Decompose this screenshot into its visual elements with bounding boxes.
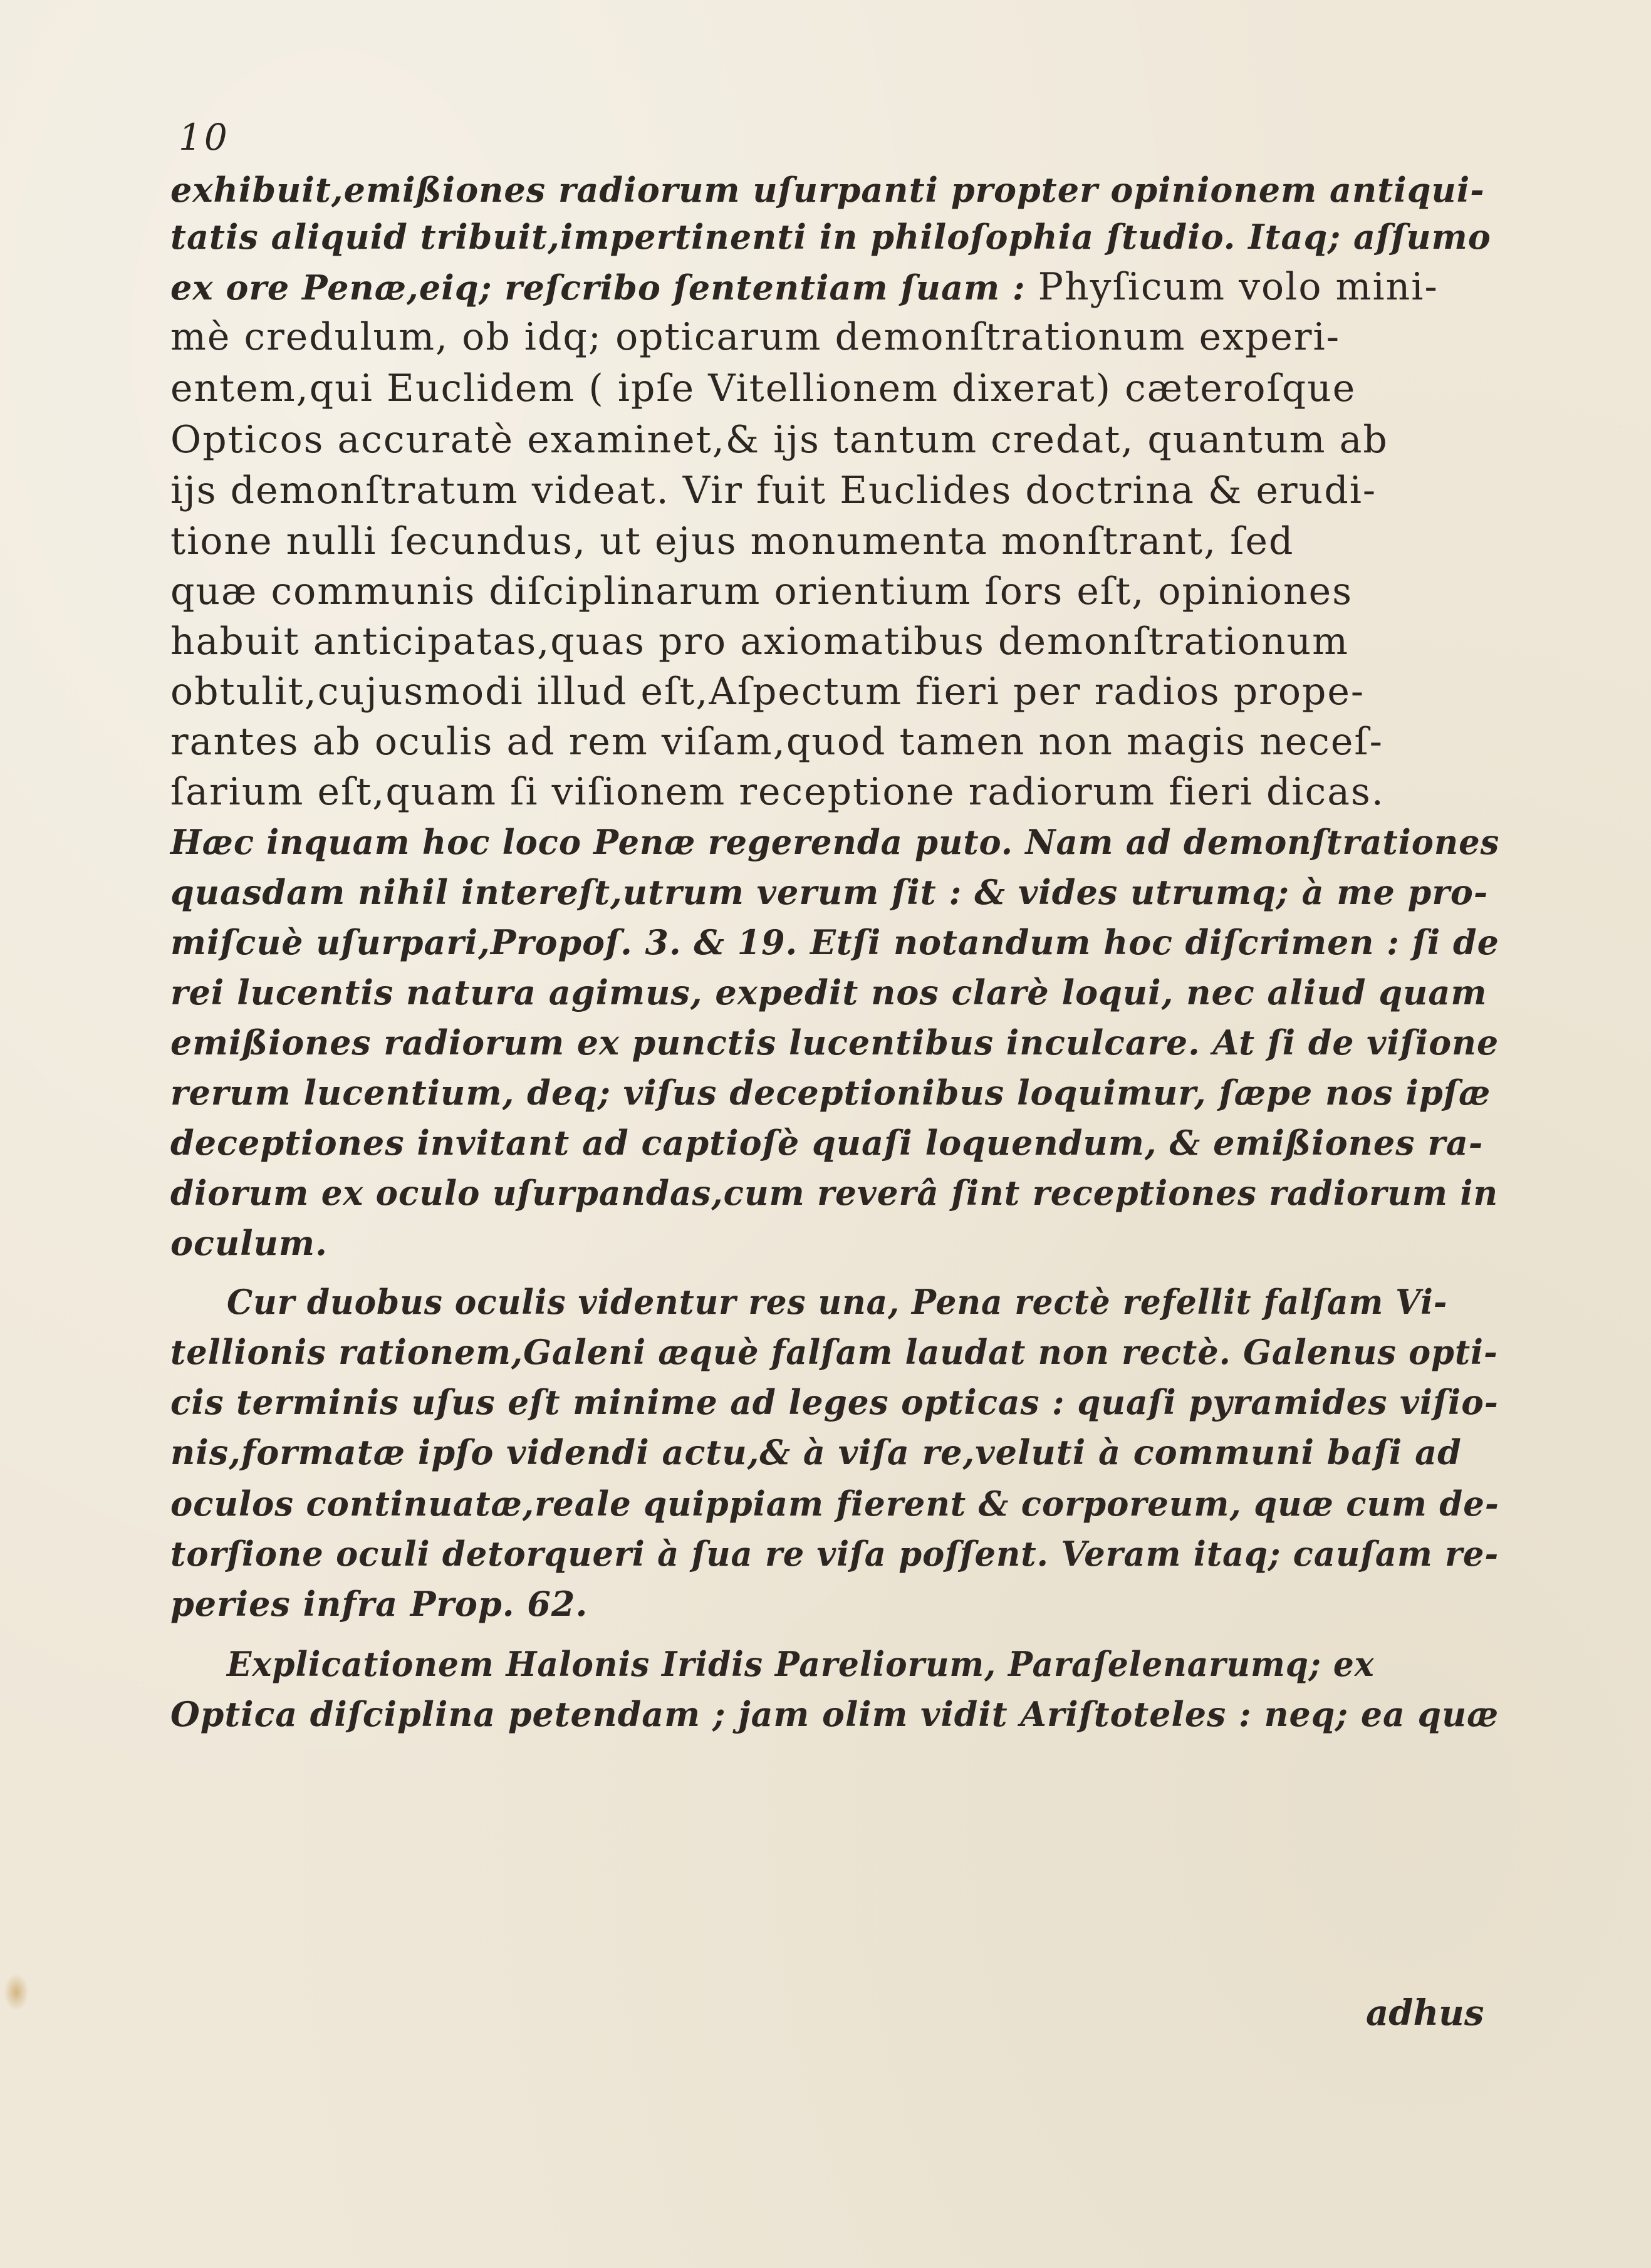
text-line <box>170 1428 1499 1477</box>
text-segment: ſarium eſt,quam ſi viſionem receptione radiorum fieri dicas. <box>170 770 1385 814</box>
text-segment: exhibuit,emißiones radiorum uſurpanti propter opinionem antiqui- <box>170 170 1485 210</box>
text-line <box>170 1119 1499 1167</box>
text-segment: rerum lucentium, deq; viſus deceptionibus loquimur, ſæpe nos ipſæ <box>170 1073 1491 1113</box>
text-line <box>170 918 1499 967</box>
text-segment: cis terminis uſus eſt minime ad leges opticas : quaſi pyramides viſio- <box>170 1382 1499 1422</box>
text-line <box>170 467 1499 516</box>
text-segment: peries infra Prop. 62. <box>170 1584 588 1624</box>
text-segment: oculum. <box>170 1223 328 1263</box>
text-segment: rei lucentis natura agimus, expedit nos clarè loqui, nec aliud quam <box>170 972 1487 1012</box>
catchword: adhus <box>1366 1992 1484 2034</box>
text-segment: Optica diſciplina petendam ; jam olim vidit Ariſtoteles : neq; ea quæ <box>170 1694 1499 1734</box>
text-line <box>170 1219 1499 1267</box>
text-line <box>170 166 1499 214</box>
text-segment: quæ communis diſciplinarum orientium ſors eſt, opiniones <box>170 570 1353 613</box>
text-segment: mè credulum, ob idq; opticarum demonſtrationum experi- <box>170 315 1341 359</box>
text-segment: Phyſicum volo mini- <box>1038 265 1439 309</box>
text-segment: tellionis rationem,Galeni æquè falſam laudat non rectè. Galenus opti- <box>170 1332 1498 1372</box>
text-segment: entem,qui Euclidem ( ipſe Vitellionem dixerat) cæteroſque <box>170 367 1357 410</box>
text-line <box>170 1328 1498 1376</box>
text-line <box>170 1378 1499 1427</box>
paper-stain <box>4 1974 29 2011</box>
text-segment: habuit anticipatas,quas pro axiomatibus demonſtrationum <box>170 620 1349 663</box>
text-segment: ex ore Penæ,eiq; reſcribo ſententiam ſuam : <box>170 268 1038 308</box>
text-line <box>170 263 1499 312</box>
text-segment: miſcuè uſurpari,Propoſ. 3. & 19. Etſi notandum hoc diſcrimen : ſi de <box>170 922 1499 962</box>
text-line <box>170 518 1499 566</box>
text-segment: obtulit,cujusmodi illud eſt,Aſpectum fieri per radios prope- <box>170 670 1365 714</box>
text-line <box>227 1640 1499 1688</box>
text-segment: tatis aliquid tribuit,impertinenti in philoſophia ſtudio. Itaq; aſſumo <box>170 217 1491 257</box>
text-segment: diorum ex oculo uſurpandas,cum reverâ ſint receptiones radiorum in <box>170 1173 1499 1213</box>
text-line <box>170 568 1499 616</box>
text-line <box>227 1278 1499 1326</box>
text-segment: torſione oculi detorqueri à ſua re viſa poſſent. Veram itaq; cauſam re- <box>170 1534 1499 1574</box>
text-segment: tione nulli ſecundus, ut ejus monumenta monſtrant, ſed <box>170 519 1294 563</box>
text-segment: Explicationem Halonis Iridis Pareliorum, Paraſelenarumq; ex <box>227 1644 1375 1684</box>
text-segment: emißiones radiorum ex punctis lucentibus inculcare. At ſi de viſione <box>170 1022 1499 1063</box>
text-segment: oculos continuatæ,reale quippiam fierent & corporeum, quæ cum de- <box>170 1484 1499 1524</box>
text-line <box>170 1069 1499 1117</box>
text-line <box>170 718 1499 767</box>
text-segment: quasdam nihil intereſt,utrum verum ſit : & vides utrumq; à me pro- <box>170 872 1489 912</box>
text-line <box>170 1530 1499 1578</box>
text-segment: Hæc inquam hoc loco Penæ regerenda puto. Nam ad demonſtrationes <box>170 822 1500 862</box>
text-segment: ijs demonſtratum videat. Vir fuit Euclides doctrina & erudi- <box>170 469 1377 512</box>
text-segment: nis,formatæ ipſo videndi actu,& à viſa re,veluti à communi baſi ad <box>170 1432 1462 1472</box>
text-line <box>170 213 1499 261</box>
text-line <box>170 1169 1499 1217</box>
text-line <box>170 1580 1499 1628</box>
text-line <box>170 1690 1499 1739</box>
page-number: 10 <box>179 116 230 159</box>
text-line <box>170 365 1499 414</box>
text-line <box>170 416 1499 465</box>
text-segment: rantes ab oculis ad rem viſam,quod tamen non magis neceſ- <box>170 720 1383 764</box>
text-segment: Opticos accuratè examinet,& ijs tantum credat, quantum ab <box>170 418 1388 462</box>
text-line <box>170 969 1499 1017</box>
text-line <box>170 768 1499 817</box>
text-line <box>170 1480 1499 1528</box>
text-line <box>170 668 1499 717</box>
text-segment: deceptiones invitant ad captioſè quaſi loquendum, & emißiones ra- <box>170 1123 1484 1163</box>
text-line <box>170 313 1499 362</box>
text-line <box>170 618 1499 667</box>
text-segment: Cur duobus oculis videntur res una, Pena rectè refellit falſam Vi- <box>227 1282 1448 1322</box>
text-line <box>170 868 1499 917</box>
text-line <box>170 818 1500 866</box>
text-line <box>170 1019 1499 1067</box>
